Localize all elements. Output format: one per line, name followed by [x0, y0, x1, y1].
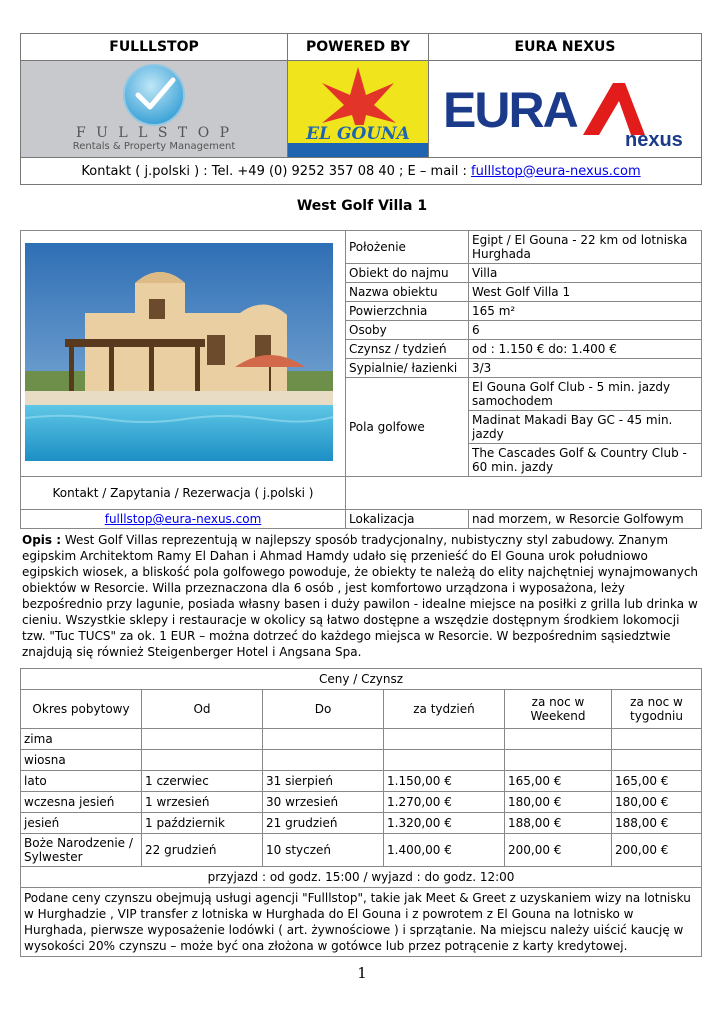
arrival-departure: przyjazd : od godz. 15:00 / wyjazd : do godz. 12:00	[21, 867, 702, 888]
eura-nexus-logo	[429, 61, 701, 157]
header-contact	[21, 158, 702, 185]
price-cell	[505, 750, 612, 771]
price-cell: 180,00 €	[505, 792, 612, 813]
property-table	[20, 230, 702, 529]
eura-logo-text: EURA	[443, 82, 577, 138]
price-cell	[142, 750, 263, 771]
price-cell: 165,00 €	[612, 771, 702, 792]
price-cell: 1.150,00 €	[384, 771, 505, 792]
price-cell: lato	[21, 771, 142, 792]
price-cell	[263, 729, 384, 750]
price-cell	[263, 750, 384, 771]
value-nazwa: West Golf Villa 1	[469, 283, 702, 302]
price-note: Podane ceny czynszu obejmują usługi agencji "Fulllstop", takie jak Meet & Greet z uzyskaniem wizy na lotnisku w Hurghadzie , VIP transfer z lotniska w Hurghada do El Gouna i z powrotem z El Gouna na lotnisko w Hurghada, pierwsze wyposażenie lodówki ( art. żywnościowe ) i sprzątanie. Na miejscu należy uiścić kaucję w wysokości 20% czynszu – może być ona złożona w gotówce lub przez potrącenie z karty kredytowej.	[21, 888, 702, 957]
price-header-tygodniu: za noc w tygodniu	[612, 690, 702, 729]
value-lokalizacja: nad morzem, w Resorcie Golfowym	[469, 510, 702, 529]
price-cell	[384, 729, 505, 750]
contact-caption: Kontakt / Zapytania / Rezerwacja ( j.polski )	[21, 477, 346, 510]
label-osoby: Osoby	[346, 321, 469, 340]
value-powierzchnia: 165 m²	[469, 302, 702, 321]
price-header-za-tydzien: za tydzień	[384, 690, 505, 729]
price-cell	[612, 750, 702, 771]
contact-email-link[interactable]: fulllstop@eura-nexus.com	[104, 512, 262, 526]
description	[22, 532, 706, 660]
header-eura-nexus: EURA NEXUS	[429, 34, 702, 61]
price-rows	[21, 729, 702, 867]
header-powered-by: POWERED BY	[288, 34, 429, 61]
price-row	[21, 792, 702, 813]
fullstop-logo	[21, 61, 287, 157]
price-cell: Boże Narodzenie / Sylwester	[21, 834, 142, 867]
nexus-logo-text: nexus	[625, 129, 683, 151]
price-table-title: Ceny / Czynsz	[21, 669, 702, 690]
label-sypialnie: Sypialnie/ łazienki	[346, 359, 469, 378]
elgouna-logo	[288, 61, 428, 157]
page-title: West Golf Villa 1	[296, 198, 428, 214]
price-cell: 22 grudzień	[142, 834, 263, 867]
label-lokalizacja: Lokalizacja	[346, 510, 469, 529]
value-polozenie: Egipt / El Gouna - 22 km od lotniska Hurghada	[469, 231, 702, 264]
header-table	[20, 33, 702, 185]
price-row	[21, 750, 702, 771]
value-obiekt: Villa	[469, 264, 702, 283]
price-cell: 1 czerwiec	[142, 771, 263, 792]
header-contact-text: Kontakt ( j.polski ) : Tel. +49 (0) 9252 357 08 40 ; E – mail :	[81, 163, 472, 179]
price-cell: 1 październik	[142, 813, 263, 834]
price-cell	[612, 729, 702, 750]
header-contact-email-link[interactable]: fulllstop@eura-nexus.com	[471, 163, 641, 179]
price-row	[21, 729, 702, 750]
price-cell: 188,00 €	[505, 813, 612, 834]
description-label: Opis :	[22, 533, 62, 547]
label-czynsz: Czynsz / tydzień	[346, 340, 469, 359]
description-text: West Golf Villas reprezentują w najlepszy sposób tradycjonalny, nubistyczny styl zabudowy. Znanym egipskim Architektom Ramy El Dahan i Ahmad Hamdy udało się przenieść do El Gouna urok południowo egipskich wiosek, a bliskość pola golfowego powoduje, że obiekty te należą do elity najchętniej wynajmowanych obiektów w Resorcie. Willa przeznaczona dla 6 osób , jest komfortowo urządzona i wyposażona, leży bezpośrednio przy lagunie, posiada własny basen i duży pawilon - idealne miejsce na posiłki z grilla lub drinka w cieniu. Wszystkie sklepy i restauracje w okolicy są łatwo dostępne a wszędzie dostępnym środkiem lokomocji tzw. "Tuc TUCS" za ok. 1 EUR – można dotrzeć do każdego miejsca w Resorcie. W bezpośrednim sąsiedztwie znajdują się również Steigenberger Hotel i Angsana Spa.	[22, 533, 699, 659]
label-nazwa: Nazwa obiektu	[346, 283, 469, 302]
price-cell: 1.320,00 €	[384, 813, 505, 834]
price-cell: 1.400,00 €	[384, 834, 505, 867]
header-fullstop: FULLLSTOP	[21, 34, 288, 61]
price-cell: 1 wrzesień	[142, 792, 263, 813]
price-table	[20, 668, 702, 957]
price-cell: jesień	[21, 813, 142, 834]
label-powierzchnia: Powierzchnia	[346, 302, 469, 321]
page-number: 1	[357, 964, 367, 982]
elgouna-logo-cell	[288, 61, 429, 158]
contact-email-cell	[21, 510, 346, 529]
value-czynsz: od : 1.150 € do: 1.400 €	[469, 340, 702, 359]
price-row	[21, 771, 702, 792]
value-golf-3: The Cascades Golf & Country Club - 60 min. jazdy	[469, 444, 702, 477]
price-cell: 10 styczeń	[263, 834, 384, 867]
price-cell: 188,00 €	[612, 813, 702, 834]
price-cell: 21 grudzień	[263, 813, 384, 834]
value-sypialnie: 3/3	[469, 359, 702, 378]
price-cell: 200,00 €	[612, 834, 702, 867]
price-header-od: Od	[142, 690, 263, 729]
fullstop-logo-text: F U L L S T O P	[75, 125, 233, 141]
label-polozenie: Położenie	[346, 231, 469, 264]
price-cell: wczesna jesień	[21, 792, 142, 813]
price-header-weekend: za noc w Weekend	[505, 690, 612, 729]
elgouna-logo-text: EL GOUNA	[288, 125, 428, 143]
value-osoby: 6	[469, 321, 702, 340]
price-cell: 31 sierpień	[263, 771, 384, 792]
value-golf-1: El Gouna Golf Club - 5 min. jazdy samochodem	[469, 378, 702, 411]
price-cell: 1.270,00 €	[384, 792, 505, 813]
price-cell: 165,00 €	[505, 771, 612, 792]
label-pola-golfowe: Pola golfowe	[346, 378, 469, 477]
price-cell: 200,00 €	[505, 834, 612, 867]
price-cell: wiosna	[21, 750, 142, 771]
price-cell	[505, 729, 612, 750]
fullstop-logo-subtitle: Rentals & Property Management	[72, 141, 236, 152]
eura-logo-cell	[429, 61, 702, 158]
label-obiekt: Obiekt do najmu	[346, 264, 469, 283]
price-cell	[142, 729, 263, 750]
price-header-do: Do	[263, 690, 384, 729]
price-header-okres: Okres pobytowy	[21, 690, 142, 729]
price-cell: 180,00 €	[612, 792, 702, 813]
villa-photo	[25, 243, 333, 461]
price-row	[21, 834, 702, 867]
value-golf-2: Madinat Makadi Bay GC - 45 min. jazdy	[469, 411, 702, 444]
fullstop-logo-cell	[21, 61, 288, 158]
price-cell: zima	[21, 729, 142, 750]
villa-photo-cell	[21, 231, 346, 477]
price-cell	[384, 750, 505, 771]
price-cell: 30 wrzesień	[263, 792, 384, 813]
price-row	[21, 813, 702, 834]
